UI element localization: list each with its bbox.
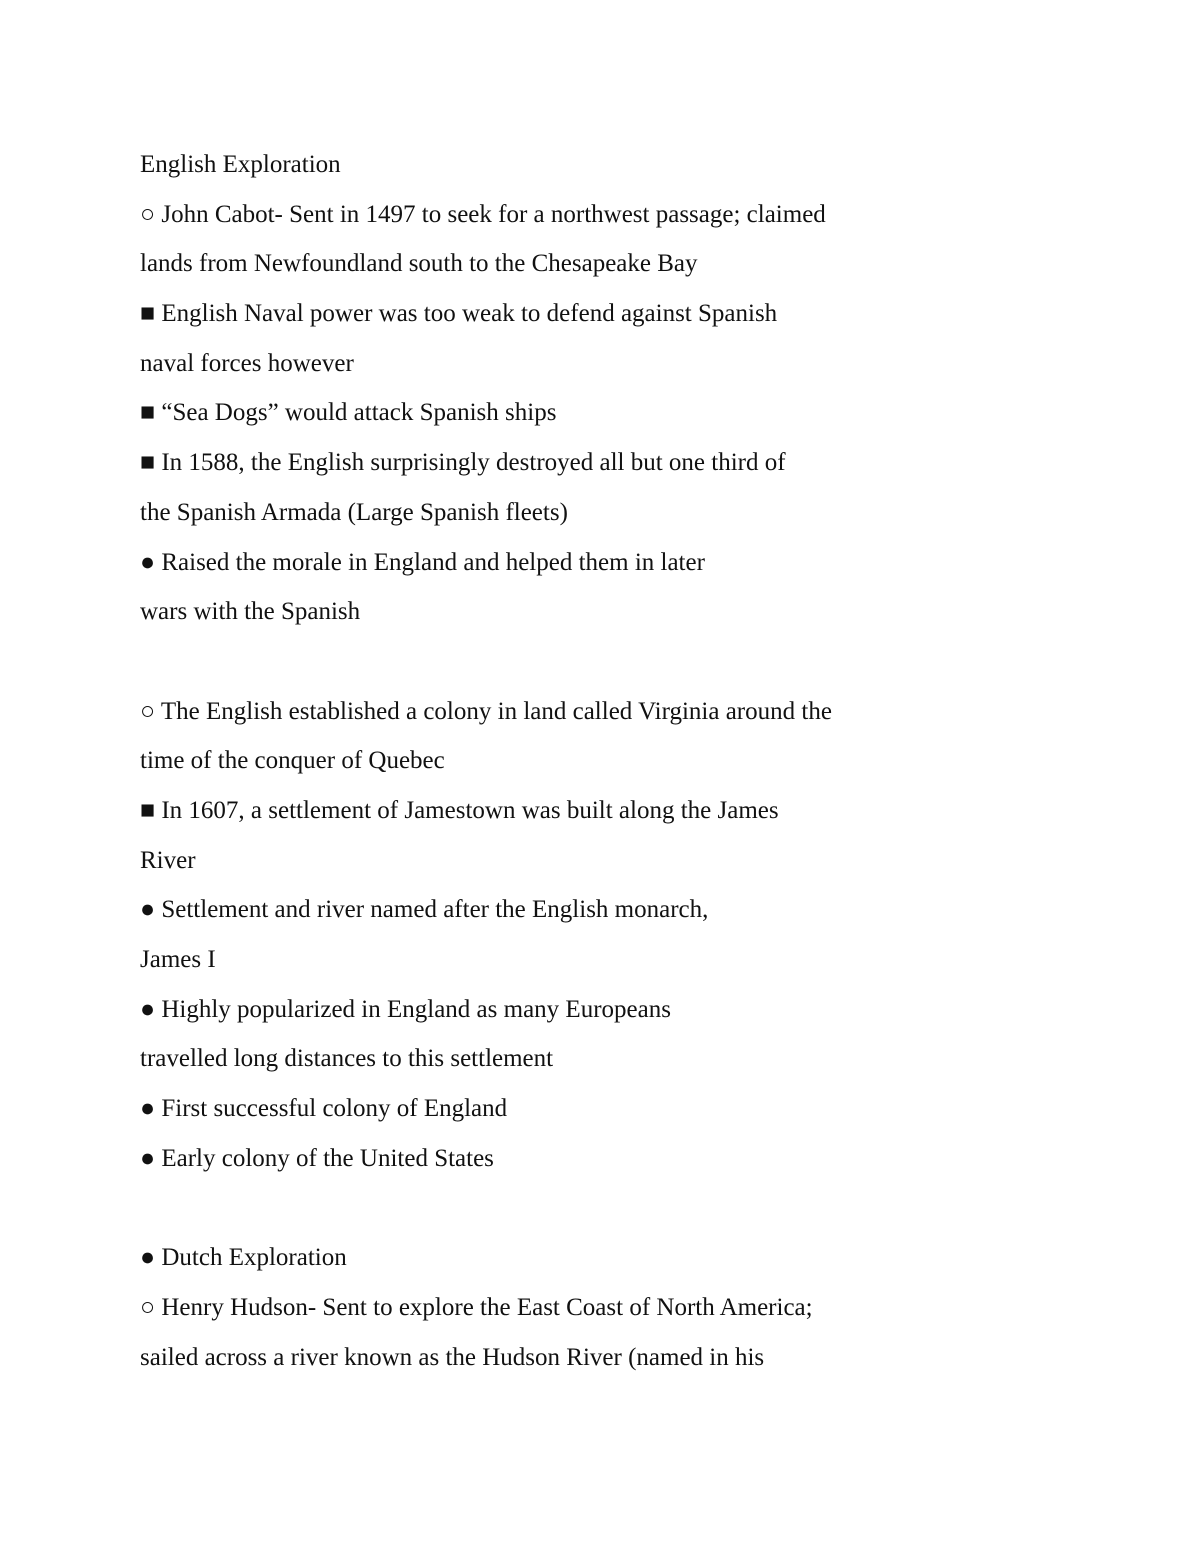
text-line: ● Settlement and river named after the English monarch, xyxy=(140,896,709,924)
blank-line xyxy=(140,1183,1040,1233)
blank-line xyxy=(140,637,1040,687)
text-line: ● First successful colony of England xyxy=(140,1095,508,1123)
section-heading-dutch-exploration: ● Dutch Exploration xyxy=(140,1244,347,1272)
document-body xyxy=(140,140,1040,1382)
text-line: James I xyxy=(140,946,216,973)
text-line: lands from Newfoundland south to the Chesapeake Bay xyxy=(140,250,698,278)
text-line: naval forces however xyxy=(140,349,354,377)
text-line: ■ “Sea Dogs” would attack Spanish ships xyxy=(140,399,557,427)
text-line: ● Early colony of the United States xyxy=(140,1144,494,1172)
text-line: wars with the Spanish xyxy=(140,598,361,626)
text-line: ● Raised the morale in England and helped them in later xyxy=(140,548,705,576)
text-line: ○ The English established a colony in land called Virginia around the xyxy=(140,697,832,725)
section-heading-english-exploration: English Exploration xyxy=(140,151,341,178)
text-line: the Spanish Armada (Large Spanish fleets) xyxy=(140,498,568,526)
text-line: ● Highly popularized in England as many Europeans xyxy=(140,995,671,1023)
text-line: ■ In 1607, a settlement of Jamestown was built along the James xyxy=(140,796,779,824)
text-line: sailed across a river known as the Hudson River (named in his xyxy=(140,1343,765,1371)
text-line: ■ In 1588, the English surprisingly destroyed all but one third of xyxy=(140,449,786,477)
text-line: ○ Henry Hudson- Sent to explore the East Coast of North America; xyxy=(140,1293,813,1321)
text-line: ■ English Naval power was too weak to defend against Spanish xyxy=(140,300,778,328)
text-line: River xyxy=(140,846,196,874)
text-line: travelled long distances to this settlement xyxy=(140,1045,554,1073)
text-line: ○ John Cabot- Sent in 1497 to seek for a northwest passage; claimed xyxy=(140,200,826,228)
text-line: time of the conquer of Quebec xyxy=(140,747,445,775)
